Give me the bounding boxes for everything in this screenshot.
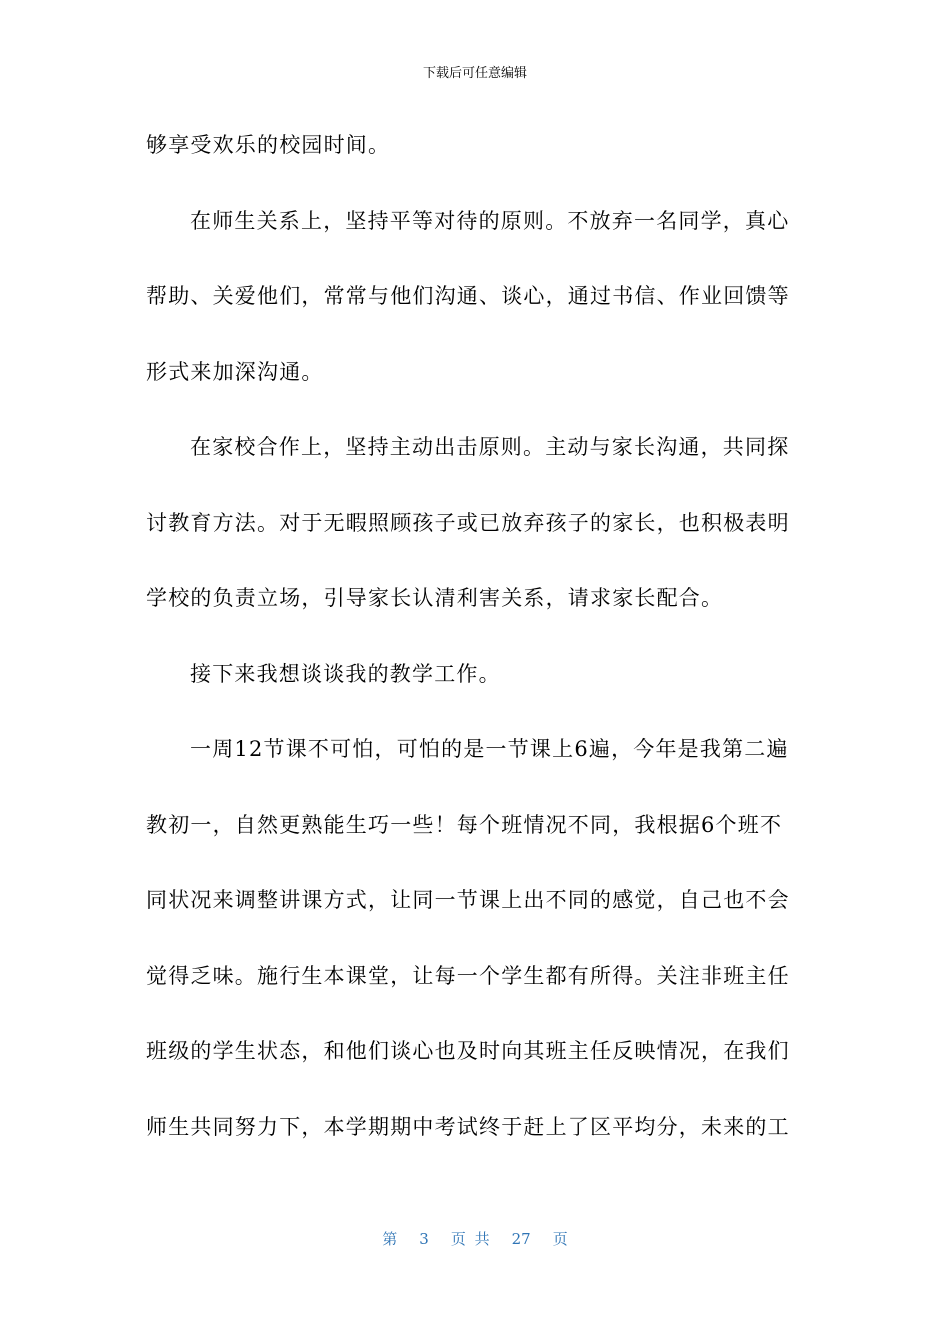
paragraph-line: 在家校合作上，坚持主动出击原则。主动与家长沟通，共同探 <box>190 435 790 459</box>
paragraph-line: 接下来我想谈谈我的教学工作。 <box>190 661 501 686</box>
text-line: 形式来加深沟通。 <box>146 359 324 384</box>
text-line: 班级的学生状态，和他们谈心也及时向其班主任反映情况，在我们 <box>146 1039 790 1063</box>
footer-middle: 页 共 <box>450 1230 490 1248</box>
page-footer <box>0 1230 950 1248</box>
document-body <box>146 126 801 1183</box>
text-line: 够享受欢乐的校园时间。 <box>146 133 391 157</box>
current-page-number: 3 <box>419 1230 429 1248</box>
footer-suffix: 页 <box>552 1230 568 1248</box>
text-line: 师生共同努力下，本学期期中考试终于赶上了区平均分，未来的工 <box>146 1114 790 1139</box>
paragraph-line: 一周12节课不可怕，可怕的是一节课上6遍，今年是我第二遍 <box>190 737 789 761</box>
text-line: 觉得乏味。施行生本课堂，让每一个学生都有所得。关注非班主任 <box>146 963 790 988</box>
paragraph-line: 在师生关系上，坚持平等对待的原则。不放弃一名同学，真心 <box>190 208 790 233</box>
text-line: 同状况来调整讲课方式，让同一节课上出不同的感觉，自己也不会 <box>146 888 790 912</box>
total-pages-number: 27 <box>511 1230 531 1248</box>
footer-prefix: 第 <box>382 1230 398 1248</box>
text-line: 帮助、关爱他们，常常与他们沟通、谈心，通过书信、作业回馈等 <box>146 284 790 308</box>
page-header-note: 下载后可任意编辑 <box>422 66 527 81</box>
text-line: 讨教育方法。对于无暇照顾孩子或已放弃孩子的家长，也积极表明 <box>146 510 790 535</box>
text-line: 教初一，自然更熟能生巧一些！每个班情况不同，我根据6个班不 <box>146 812 783 837</box>
text-line: 学校的负责立场，引导家长认清利害关系，请求家长配合。 <box>146 586 724 610</box>
